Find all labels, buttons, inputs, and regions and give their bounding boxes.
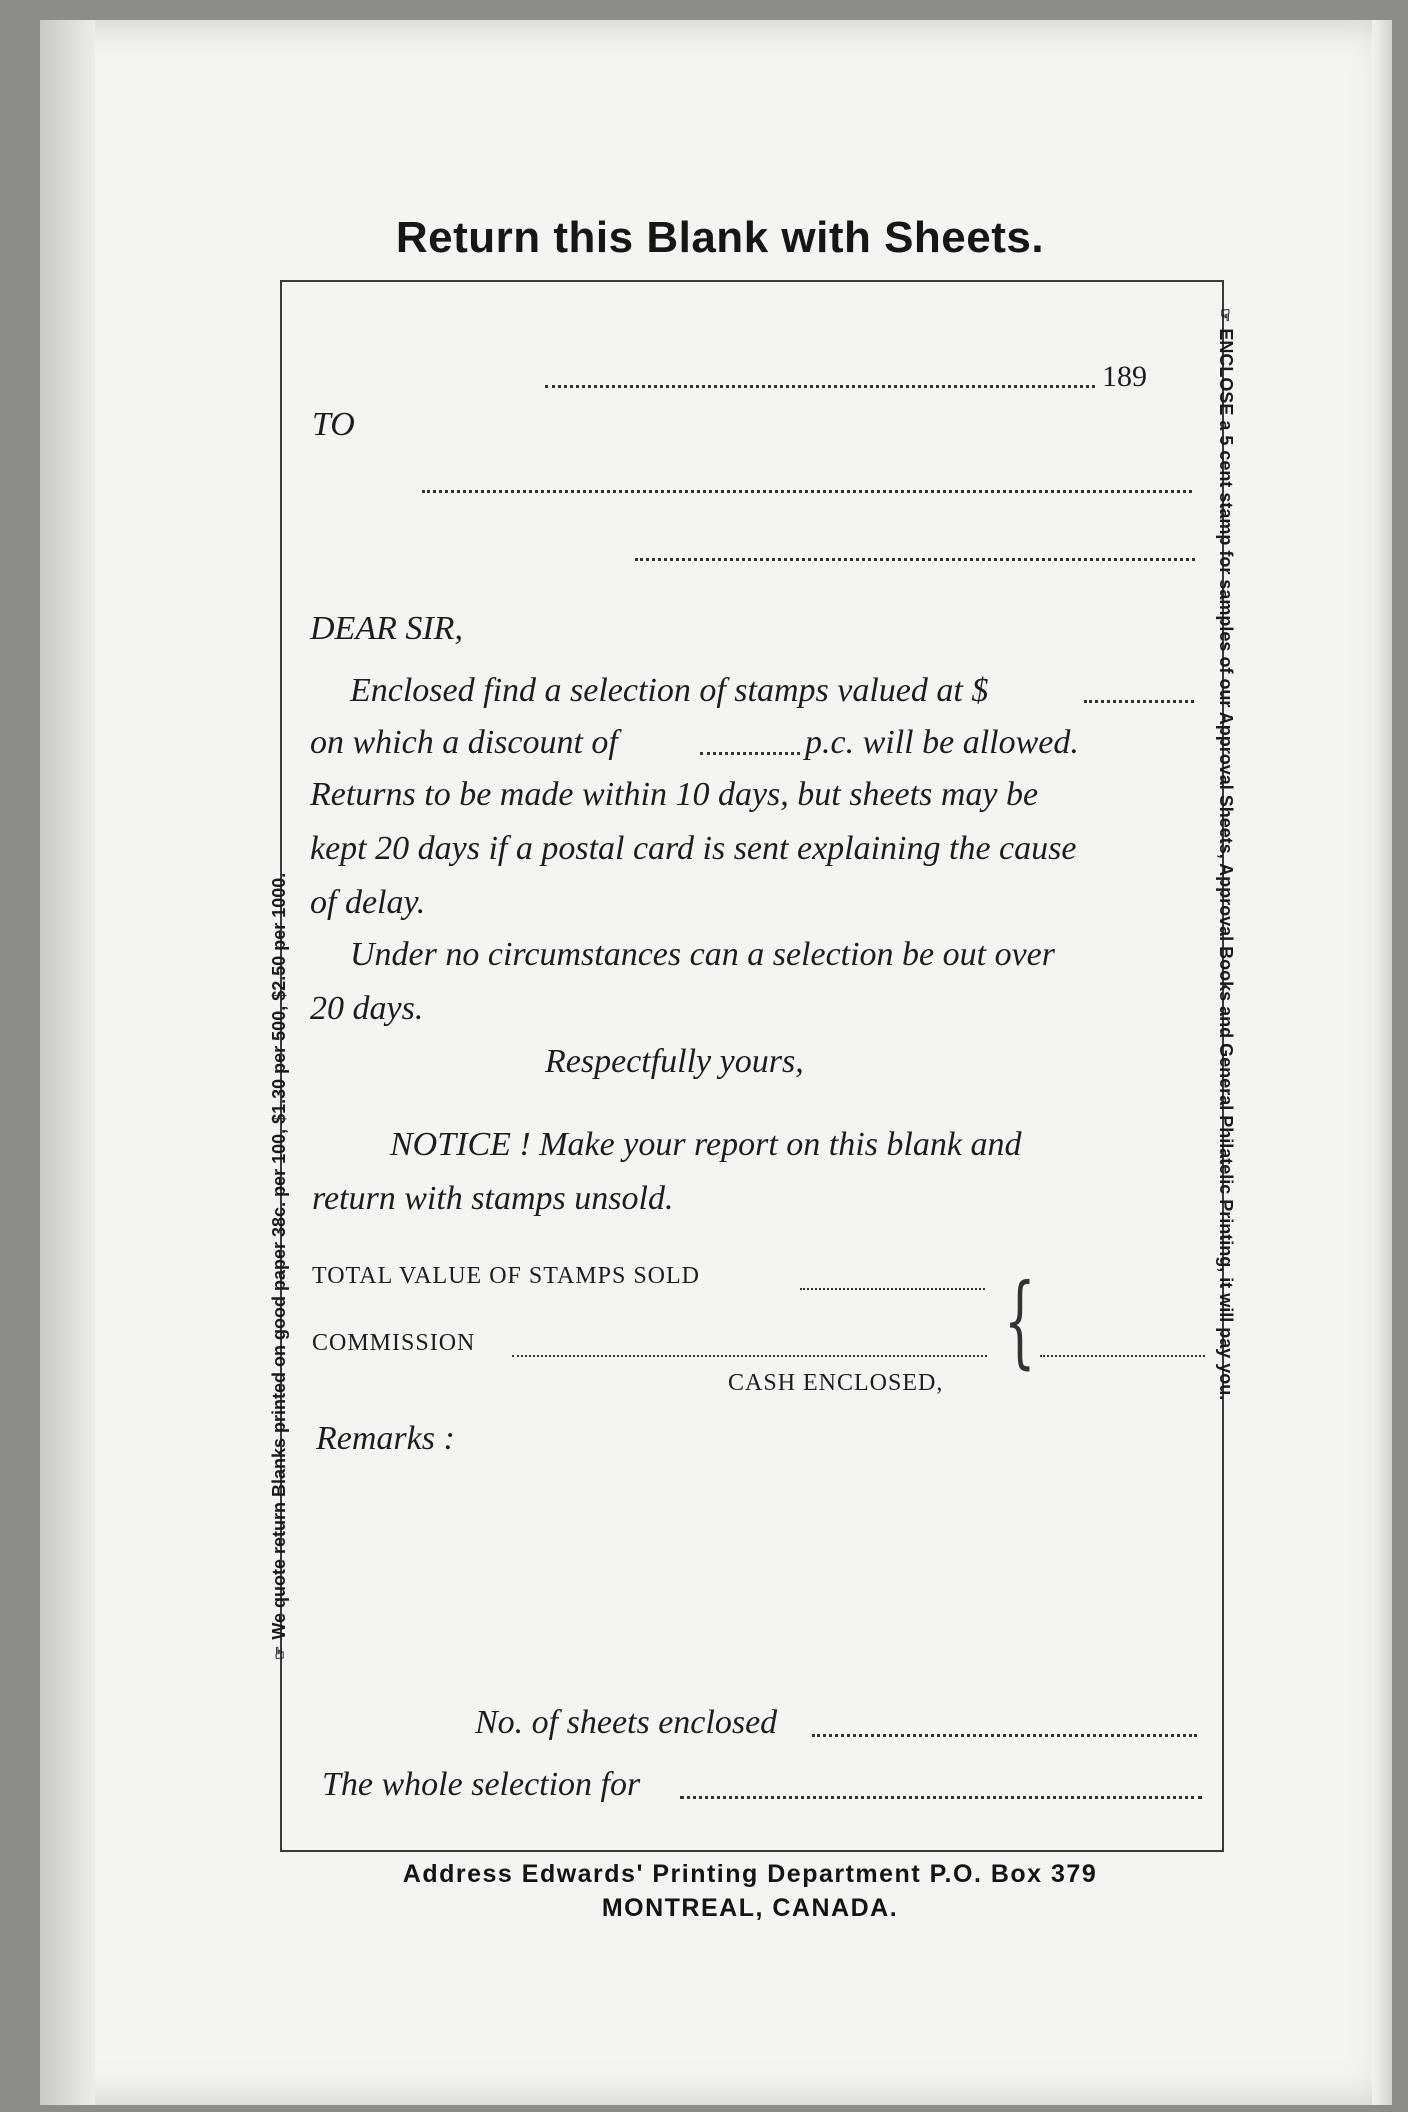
total-value-dotted-line bbox=[800, 1288, 985, 1290]
cash-enclosed-dotted-line bbox=[1040, 1355, 1205, 1357]
remarks-label: Remarks : bbox=[316, 1420, 455, 1457]
pointing-hand-icon: ☞ bbox=[1216, 308, 1233, 323]
value-dotted-line bbox=[1084, 700, 1194, 703]
notice-line-2: return with stamps unsold. bbox=[312, 1180, 674, 1217]
total-value-label: TOTAL VALUE OF STAMPS SOLD bbox=[312, 1263, 700, 1289]
whole-selection-label: The whole selection for bbox=[322, 1766, 641, 1803]
date-year-prefix: 189 bbox=[1102, 360, 1147, 393]
sheets-enclosed-dotted-line bbox=[812, 1734, 1197, 1737]
side-note-left-text: We quote return Blanks printed on good paper 38c. per 100, $1.30 per 500, $2.50 per 1000. bbox=[269, 872, 289, 1640]
pointing-hand-icon: ☞ bbox=[272, 1645, 289, 1660]
side-note-right bbox=[1215, 308, 1236, 1808]
commission-label: COMMISSION bbox=[312, 1330, 476, 1356]
sheets-enclosed-label: No. of sheets enclosed bbox=[475, 1704, 778, 1741]
page-edge-right bbox=[1372, 20, 1392, 2105]
closing: Respectfully yours, bbox=[545, 1043, 804, 1080]
body-line-3: Returns to be made within 10 days, but sheets may be bbox=[310, 776, 1039, 813]
body-line-5: of delay. bbox=[310, 884, 426, 921]
cash-enclosed-label: CASH ENCLOSED, bbox=[728, 1370, 944, 1396]
body-line-4: kept 20 days if a postal card is sent explaining the cause bbox=[310, 830, 1077, 867]
bracket-icon: { bbox=[1003, 1262, 1036, 1379]
body-line-2b: p.c. will be allowed. bbox=[805, 724, 1079, 761]
form-title: Return this Blank with Sheets. bbox=[395, 213, 1045, 262]
commission-dotted-line bbox=[512, 1355, 987, 1357]
to-label: TO bbox=[312, 406, 355, 443]
address-line-1: Address Edwards' Printing Department P.O. Box 379 bbox=[402, 1860, 1098, 1888]
body-line-7: 20 days. bbox=[310, 990, 424, 1027]
body-line-1: Enclosed find a selection of stamps valued at $ bbox=[350, 672, 989, 709]
to-address-line-2 bbox=[635, 558, 1195, 561]
to-address-line-1 bbox=[422, 490, 1192, 493]
discount-dotted-line bbox=[700, 752, 800, 755]
notice-line-1: NOTICE ! Make your report on this blank and bbox=[390, 1126, 1022, 1163]
side-note-left bbox=[269, 560, 290, 1660]
page-edge-left bbox=[40, 20, 95, 2105]
salutation: DEAR SIR, bbox=[310, 610, 463, 647]
address-line-2: MONTREAL, CANADA. bbox=[601, 1894, 899, 1922]
body-line-2a: on which a discount of bbox=[310, 724, 618, 761]
body-line-6: Under no circumstances can a selection be out over bbox=[350, 936, 1056, 973]
date-dotted-line bbox=[545, 385, 1095, 388]
whole-selection-dotted-line bbox=[680, 1796, 1202, 1799]
side-note-right-text: ENCLOSE a 5 cent stamp for samples of our Approval Sheets, Approval Books and General Philatelic Printing, it will pay you. bbox=[1216, 328, 1236, 1401]
